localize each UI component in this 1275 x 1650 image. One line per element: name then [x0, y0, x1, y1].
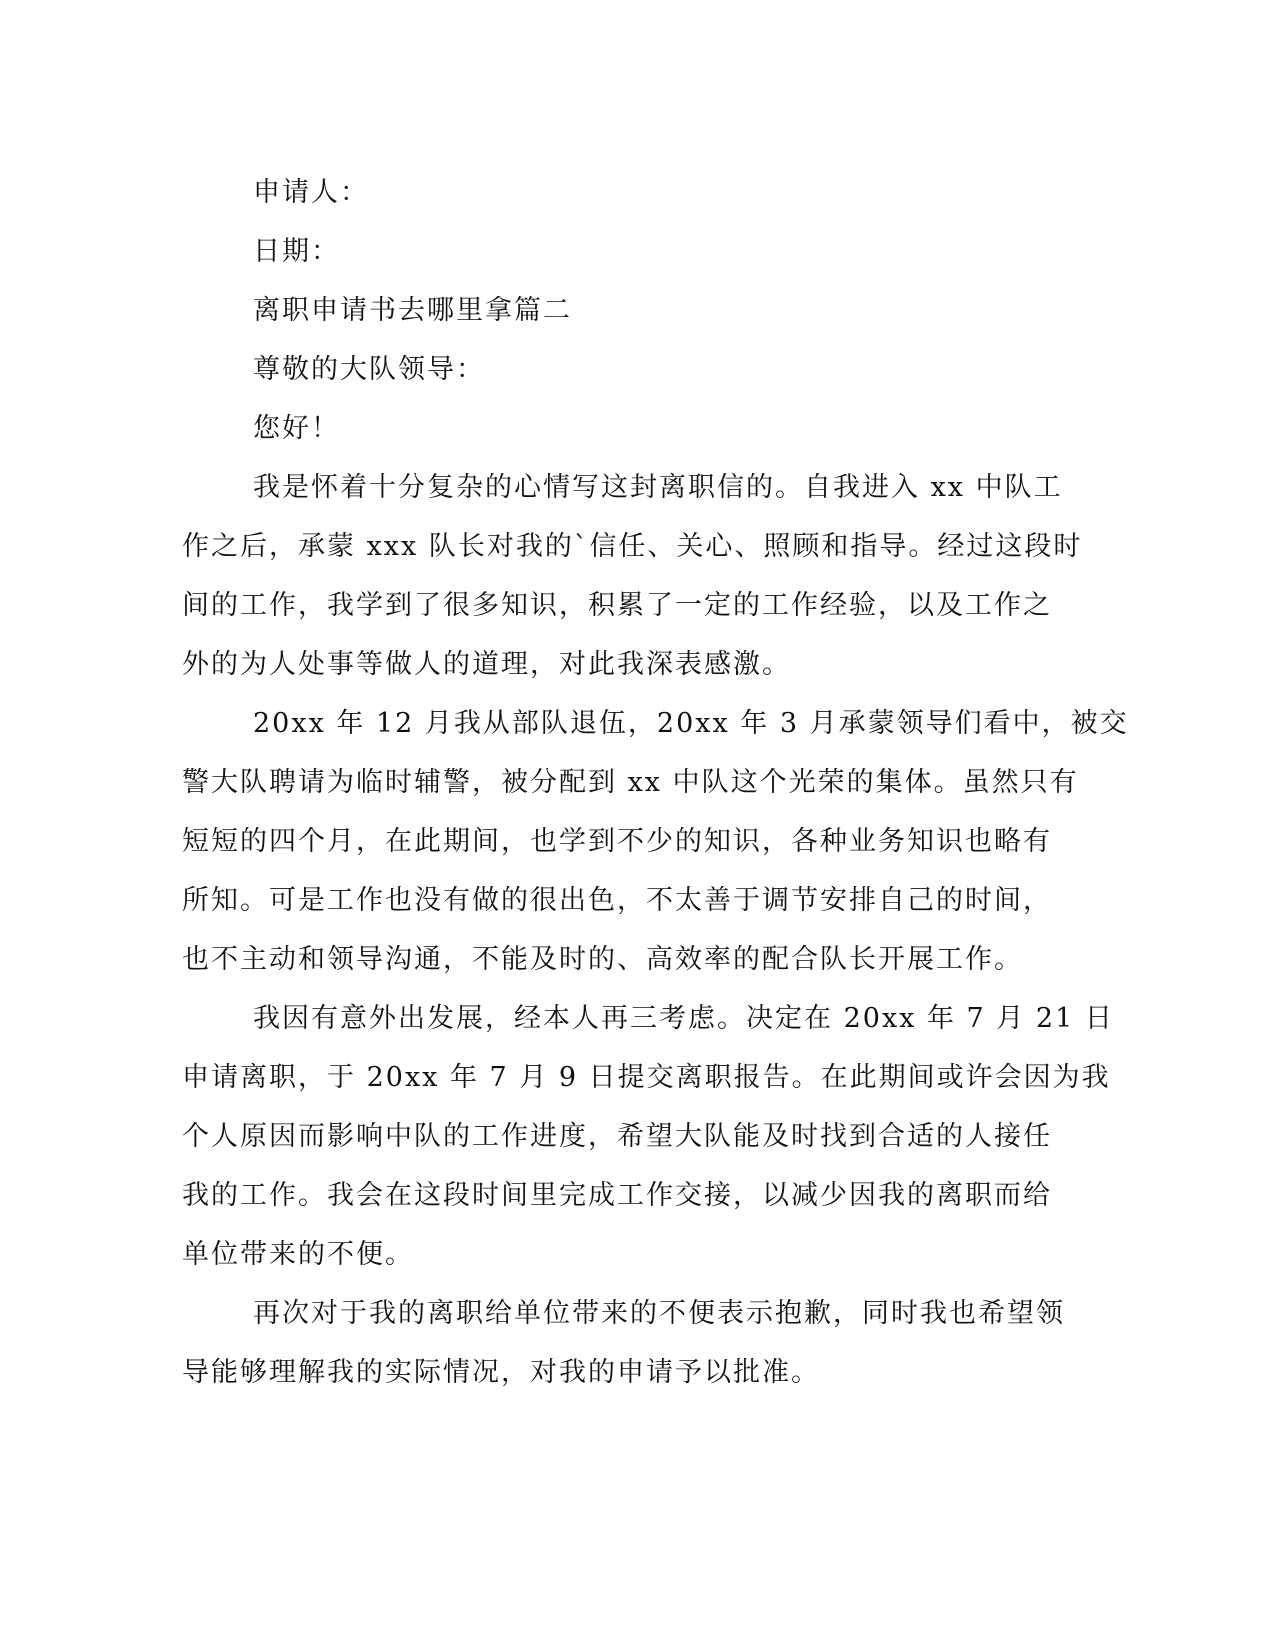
- paragraph-line: 我是怀着十分复杂的心情写这封离职信的。自我进入 xx 中队工: [253, 472, 1063, 503]
- date-line: 日期：: [253, 236, 340, 267]
- paragraph-3: [182, 989, 1114, 1284]
- paragraph-line: 所知。可是工作也没有做的很出色，不太善于调节安排自己的时间，: [182, 885, 1052, 916]
- paragraph-line: 个人原因而影响中队的工作进度，希望大队能及时找到合适的人接任: [182, 1121, 1052, 1152]
- paragraph-line: 申请离职，于 20xx 年 7 月 9 日提交离职报告。在此期间或许会因为我: [182, 1062, 1111, 1093]
- paragraph-2: [182, 694, 1129, 989]
- paragraph-line: 间的工作，我学到了很多知识，积累了一定的工作经验，以及工作之: [182, 590, 1052, 621]
- paragraph-line: 作之后，承蒙 xxx 队长对我的`信任、关心、照顾和指导。经过这段时: [182, 531, 1083, 562]
- document-body: [182, 163, 1129, 1402]
- applicant-line: 申请人：: [253, 177, 369, 208]
- paragraph-line: 我因有意外出发展，经本人再三考虑。决定在 20xx 年 7 月 21 日: [253, 1003, 1114, 1034]
- paragraph-line: 我的工作。我会在这段时间里完成工作交接，以减少因我的离职而给: [182, 1180, 1052, 1211]
- paragraph-line: 警大队聘请为临时辅警，被分配到 xx 中队这个光荣的集体。虽然只有: [182, 767, 1079, 798]
- paragraph-line: 20xx 年 12 月我从部队退伍，20xx 年 3 月承蒙领导们看中，被交: [253, 708, 1129, 739]
- paragraph-line: 也不主动和领导沟通，不能及时的、高效率的配合队长开展工作。: [182, 944, 1023, 975]
- paragraph-1: [182, 458, 1083, 694]
- paragraph-line: 再次对于我的离职给单位带来的不便表示抱歉，同时我也希望领: [253, 1298, 1065, 1329]
- section-title: 离职申请书去哪里拿篇二: [253, 295, 572, 326]
- salutation: 尊敬的大队领导：: [253, 354, 485, 385]
- paragraph-line: 短短的四个月，在此期间，也学到不少的知识，各种业务知识也略有: [182, 826, 1052, 857]
- paragraph-line: 外的为人处事等做人的道理，对此我深表感激。: [182, 649, 791, 680]
- paragraph-line: 导能够理解我的实际情况，对我的申请予以批准。: [182, 1357, 820, 1388]
- paragraph-line: 单位带来的不便。: [182, 1239, 414, 1270]
- paragraph-4: [182, 1284, 1065, 1402]
- greeting: 您好！: [253, 413, 340, 444]
